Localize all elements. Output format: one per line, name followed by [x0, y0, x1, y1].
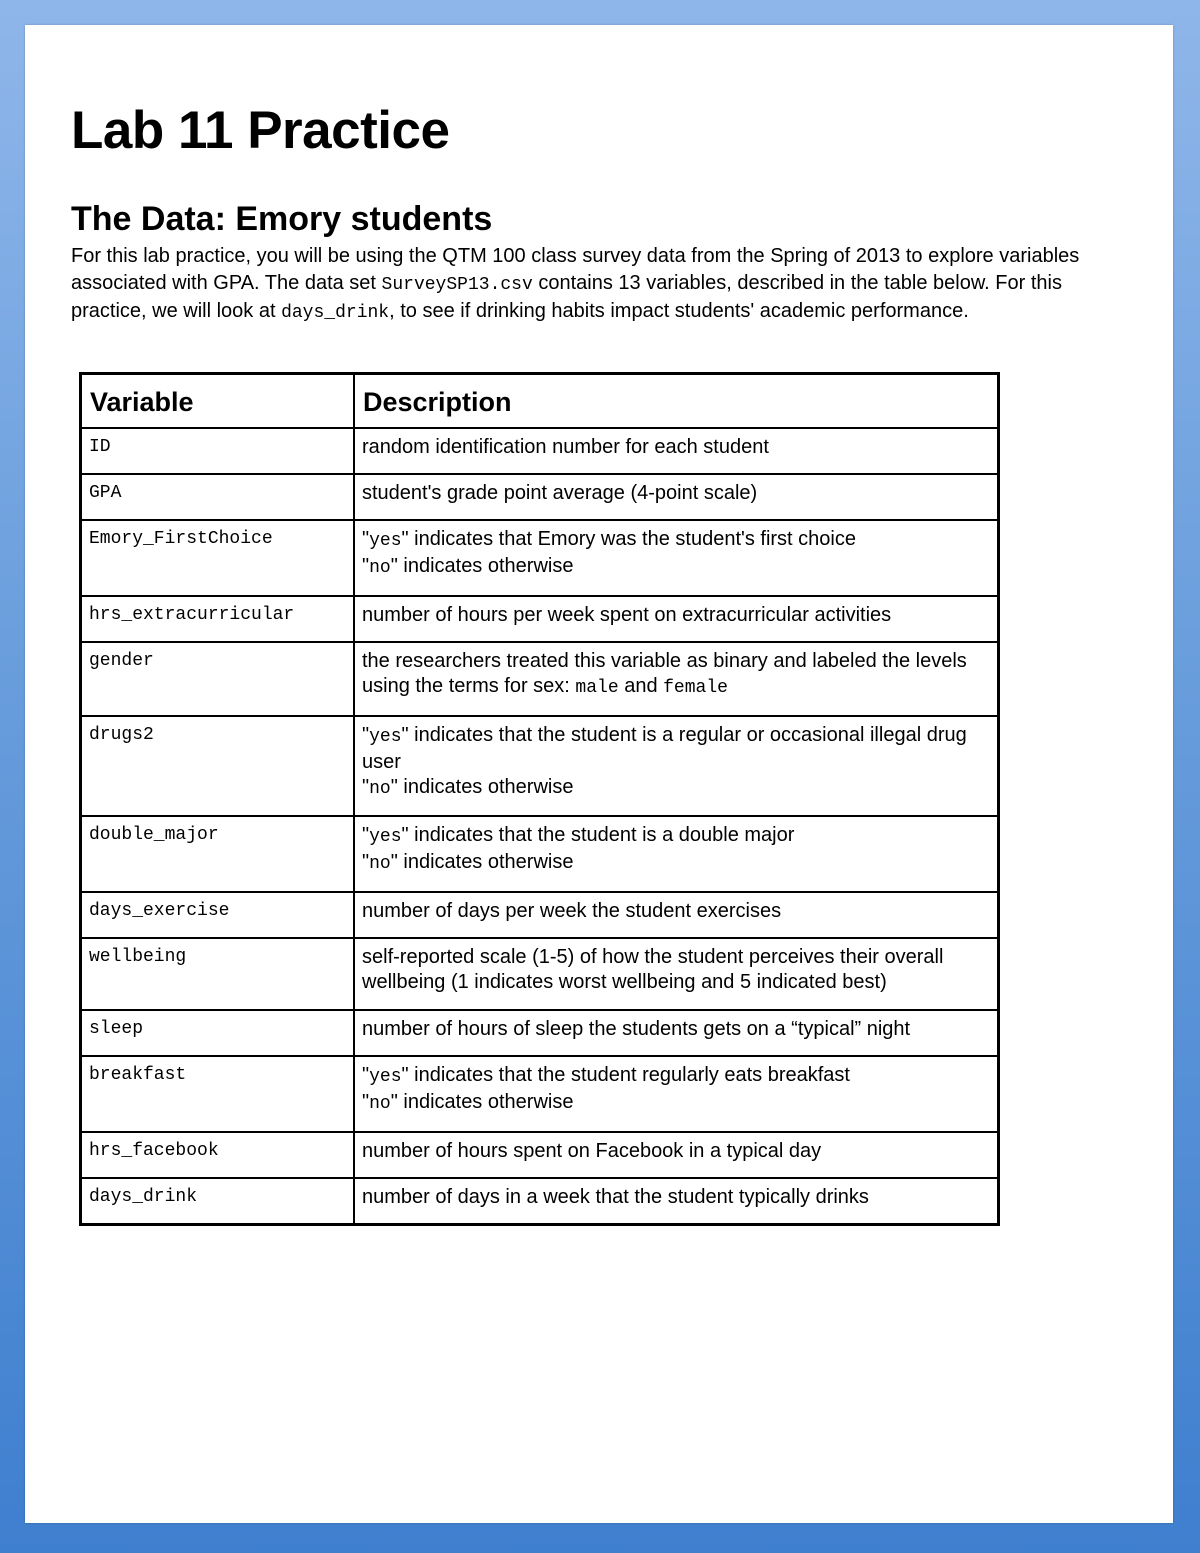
description-cell: random identification number for each student: [354, 428, 999, 474]
variable-cell: ID: [81, 428, 355, 474]
female-value: female: [663, 678, 728, 698]
variable-cell: breakfast: [81, 1056, 355, 1132]
description-cell: [354, 642, 999, 716]
variable-cell: hrs_extracurricular: [81, 596, 355, 642]
no-line: [362, 554, 990, 581]
yes-description: " indicates that the student is a regular or occasional illegal drug user: [362, 724, 967, 773]
variable-cell: double_major: [81, 816, 355, 892]
quote: ": [362, 851, 370, 873]
description-cell: [354, 816, 999, 892]
yes-line: [362, 723, 990, 775]
no-description: " indicates otherwise: [390, 776, 574, 798]
variable-cell: sleep: [81, 1010, 355, 1056]
table-row: [81, 816, 999, 892]
no-line: [362, 1090, 990, 1117]
quote: ": [362, 528, 370, 550]
variables-table: [79, 372, 1000, 1226]
variable-cell: GPA: [81, 474, 355, 520]
description-cell: number of hours spent on Facebook in a typical day: [354, 1132, 999, 1178]
table-row: [81, 892, 999, 938]
yes-line: [362, 1063, 990, 1090]
quote: ": [362, 1091, 370, 1113]
description-cell: [354, 1056, 999, 1132]
table-row: [81, 1056, 999, 1132]
variable-cell: days_drink: [81, 1178, 355, 1224]
yes-value: yes: [369, 1067, 402, 1087]
table-row: [81, 1010, 999, 1056]
intro-text-1: For this lab practice, you will be using the QTM 100 class survey data from the Spring of 2013 to explore variables associated with GPA. The data set: [71, 245, 1080, 294]
quote: ": [362, 776, 370, 798]
yes-description: " indicates that the student regularly eats breakfast: [401, 1064, 850, 1086]
no-value: no: [369, 854, 391, 874]
table-row: [81, 716, 999, 816]
variable-cell: Emory_FirstChoice: [81, 520, 355, 596]
no-value: no: [369, 779, 391, 799]
quote: ": [362, 824, 370, 846]
table-row: [81, 1178, 999, 1224]
yes-value: yes: [369, 727, 402, 747]
intro-text-3: , to see if drinking habits impact students' academic performance.: [389, 300, 969, 322]
no-line: [362, 850, 990, 877]
male-value: male: [575, 678, 619, 698]
yes-description: " indicates that Emory was the student's first choice: [401, 528, 856, 550]
page-title: Lab 11 Practice: [71, 101, 450, 160]
description-cell: [354, 716, 999, 816]
table-row: [81, 520, 999, 596]
quote: ": [362, 555, 370, 577]
table-row: [81, 938, 999, 1010]
description-cell: number of hours per week spent on extracurricular activities: [354, 596, 999, 642]
variable-cell: drugs2: [81, 716, 355, 816]
variable-cell: hrs_facebook: [81, 1132, 355, 1178]
no-description: " indicates otherwise: [390, 555, 574, 577]
no-description: " indicates otherwise: [390, 1091, 574, 1113]
intro-text-2: contains 13 variables, described in the table below. For this practice, we will look at: [71, 271, 1062, 322]
no-line: [362, 775, 990, 802]
table-row: [81, 474, 999, 520]
description-cell: number of days in a week that the student typically drinks: [354, 1178, 999, 1224]
no-value: no: [369, 558, 391, 578]
quote: ": [362, 724, 370, 746]
intro-paragraph: [71, 243, 1116, 327]
table-row: [81, 1132, 999, 1178]
intro-variable-name: days_drink: [281, 303, 390, 323]
no-value: no: [369, 1094, 391, 1114]
document-content: [71, 101, 1131, 327]
yes-line: [362, 527, 990, 554]
table-header-row: [81, 374, 999, 429]
no-description: " indicates otherwise: [390, 851, 574, 873]
description-cell: self-reported scale (1-5) of how the student perceives their overall wellbeing (1 indicates worst wellbeing and 5 indicated best): [354, 938, 999, 1010]
description-cell: student's grade point average (4-point scale): [354, 474, 999, 520]
header-variable: Variable: [81, 374, 355, 429]
yes-value: yes: [369, 827, 402, 847]
gender-description: the researchers treated this variable as binary and labeled the levels using the terms for sex:: [362, 650, 967, 697]
yes-description: " indicates that the student is a double major: [401, 824, 795, 846]
document-page: [25, 25, 1173, 1523]
and-text: and: [618, 675, 664, 697]
table-row: [81, 642, 999, 716]
description-cell: number of hours of sleep the students gets on a “typical” night: [354, 1010, 999, 1056]
variable-cell: gender: [81, 642, 355, 716]
variable-cell: wellbeing: [81, 938, 355, 1010]
header-description: Description: [354, 374, 999, 429]
yes-value: yes: [369, 531, 402, 551]
table-row: [81, 428, 999, 474]
intro-file-name: SurveySP13.csv: [381, 274, 533, 295]
table-row: [81, 596, 999, 642]
description-cell: number of days per week the student exercises: [354, 892, 999, 938]
variable-cell: days_exercise: [81, 892, 355, 938]
section-title: The Data: Emory students: [71, 200, 493, 238]
description-cell: [354, 520, 999, 596]
yes-line: [362, 823, 990, 850]
quote: ": [362, 1064, 370, 1086]
